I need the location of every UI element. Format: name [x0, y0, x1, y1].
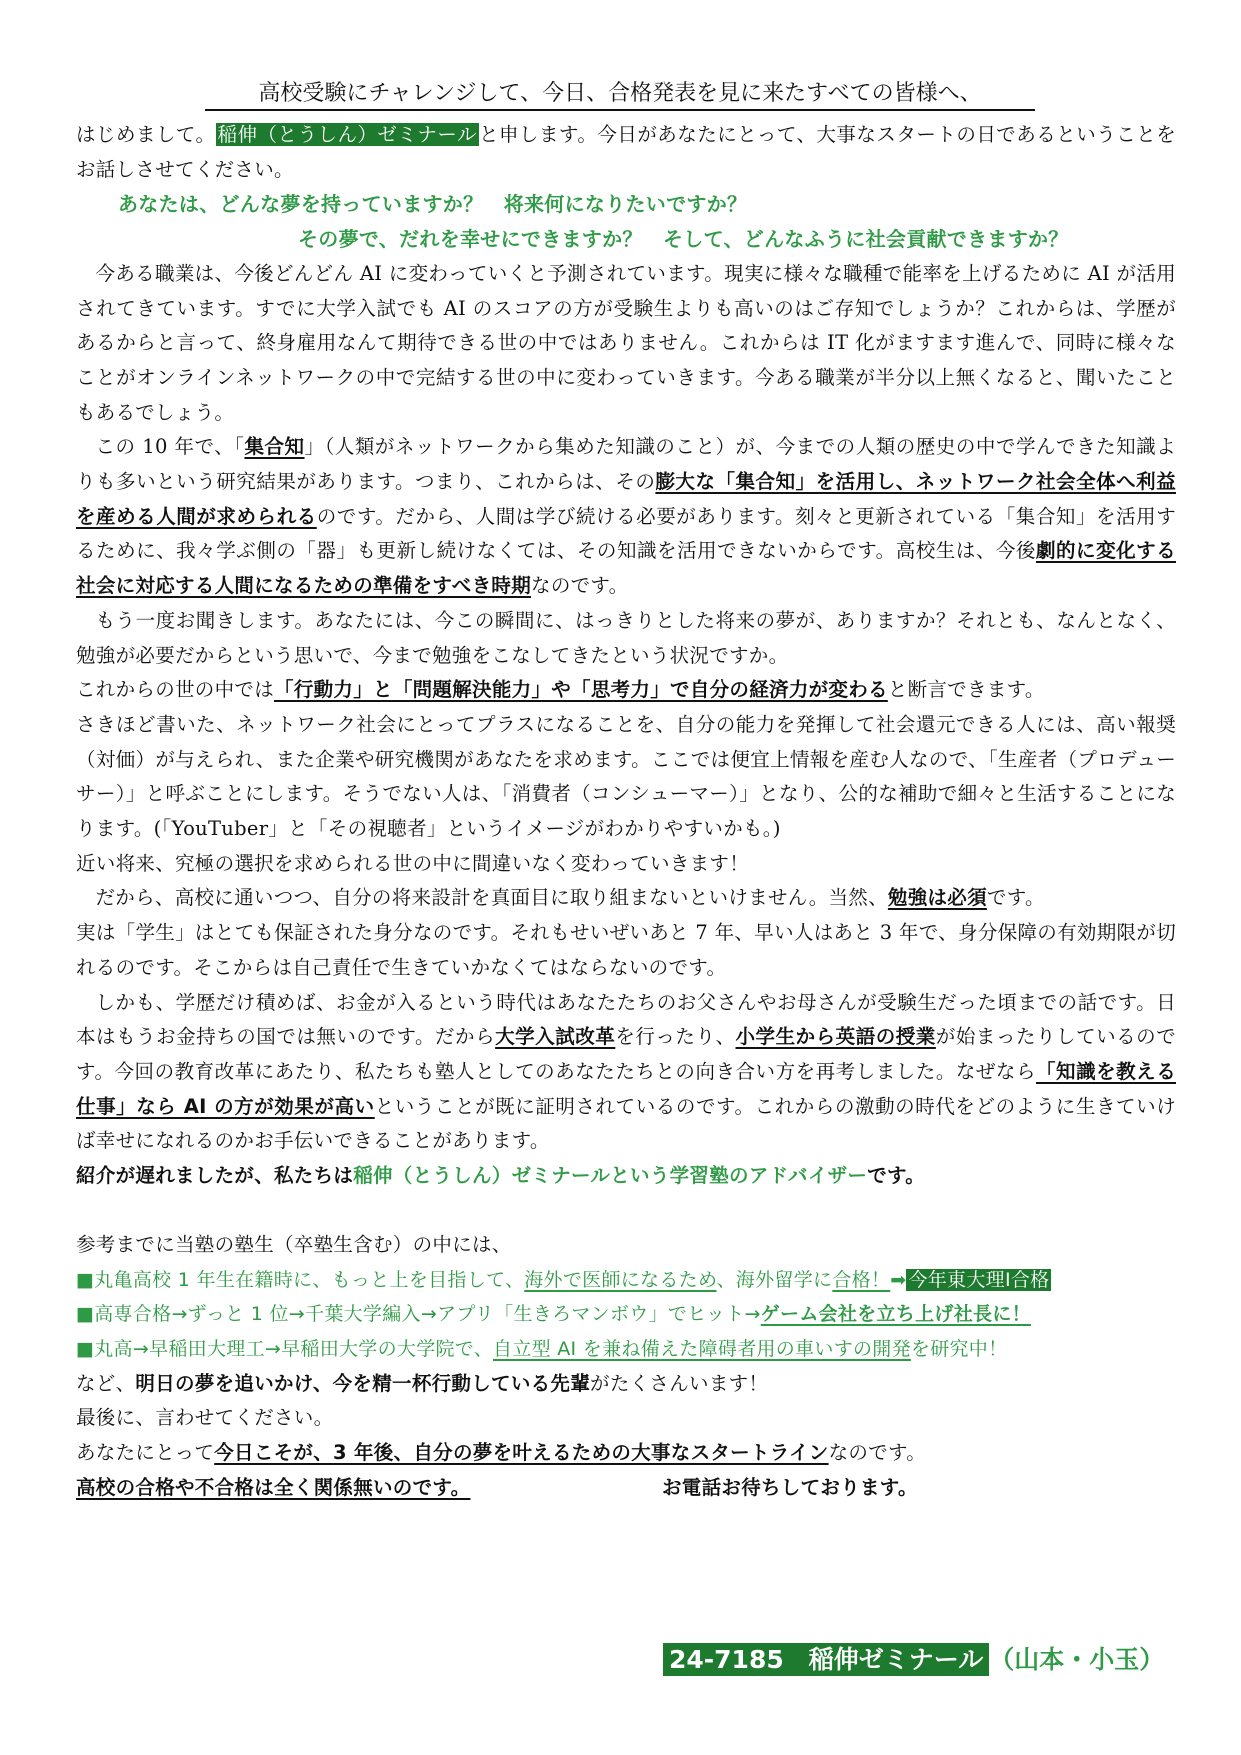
- text: なのです。: [828, 1441, 927, 1465]
- dream-question-paragraph: もう一度お聞きします。あなたには、今この瞬間に、はっきりとした将来の夢が、ありますか？それとも、なんとなく、勉強が必要だからという思いで、今まで勉強をこなしてきたという状況ですか。: [76, 608, 1176, 667]
- emphasis: ゲーム会社を立ち上げ社長に！: [760, 1303, 1031, 1326]
- abilities-paragraph: [76, 673, 1176, 708]
- reference-line: 参考までに当塾の塾生（卒塾生含む）の中には、: [76, 1232, 512, 1256]
- text: を行ったり、: [615, 1025, 736, 1049]
- collective-knowledge-paragraph: [76, 430, 1176, 604]
- text: のです。だから、人間は学び続ける必要があります。刻々と更新されている「集合知」を活用するために、我々学ぶ側の「器」も更新し続けなくては、その知識を活用できないからです。高校生は、今後: [76, 504, 1177, 563]
- emphasis: 「知識を教える仕事」なら AI の方が効果が高い: [76, 1059, 1176, 1118]
- emphasis: 勉強は必須: [887, 886, 987, 910]
- text: あなたにとって: [76, 1441, 215, 1465]
- page-title: 高校受験にチャレンジして、今日、合格発表を見に来たすべての皆様へ、: [205, 76, 1035, 111]
- text: なのです。: [531, 574, 629, 598]
- text: この 10 年で、「: [95, 435, 245, 459]
- emphasis: 大学入試改革: [495, 1025, 616, 1049]
- text: です。: [986, 886, 1045, 910]
- greeting-paragraph: [76, 118, 1176, 187]
- emphasis: 今日こそが、3 年後、自分の夢を叶えるための大事なスタートライン: [214, 1441, 829, 1465]
- pass-fail-statement: 高校の合格や不合格は全く関係無いのです。: [76, 1475, 471, 1499]
- text: 紹介が遅れましたが、私たちは: [76, 1164, 354, 1188]
- emphasis: 小学生から英語の授業: [735, 1025, 936, 1049]
- closing-line: 最後に、言わせてください。: [76, 1406, 334, 1430]
- achievement-item-3: [76, 1332, 1176, 1367]
- text: はじめまして。: [76, 123, 216, 146]
- text: と断言できます。: [887, 678, 1045, 702]
- text: ということが既に証明されているのです。これからの激動の時代をどのように生きていけば幸せになれるのかお手伝いできることがあります。: [76, 1094, 1176, 1153]
- producer-consumer-paragraph: さきほど書いた、ネットワーク社会にとってプラスになることを、自分の能力を発揮して社会還元できる人には、高い報奨（対価）が与えられ、また企業や研究機関があなたを求めます。ここでは便宜上情報を産む人なので、「生産者（プロデューサー）」と呼ぶことにします。そうでない人は、「消費者（コンシューマー）」となり、公的な補助で細々と生活することになります。(「YouTuber」と「その視聴者」というイメージがわかりやすいかも。): [76, 712, 1176, 841]
- text: しかも、学歴だけ積めば、お金が入るという時代はあなたたちのお父さんやお母さんが受験生だった頃までの話です。日本はもうお金持ちの国では無いのです。だから: [76, 990, 1176, 1049]
- study-paragraph: [76, 881, 1176, 916]
- call-invitation: お電話お待ちしております。: [662, 1475, 918, 1499]
- phone-number[interactable]: 24-7185 稲伸ゼミナール: [663, 1643, 989, 1676]
- achievement-item-2: [76, 1297, 1176, 1332]
- start-line: [76, 1436, 1176, 1471]
- text: これからの世の中では: [76, 678, 275, 702]
- school-role: 稲伸（とうしん）ゼミナールという学習塾のアドバイザー: [353, 1164, 868, 1188]
- arrow-icon: ➡: [890, 1268, 907, 1291]
- text: ■丸高→早稲田大理工→早稲田大学の大学院で、: [76, 1337, 494, 1360]
- emphasis: 明日の夢を追いかけ、今を精一杯行動している先輩: [135, 1371, 591, 1395]
- school-name-highlight: 稲伸（とうしん）ゼミナール: [217, 123, 477, 146]
- emphasis: 「行動力」と「問題解決能力」や「思考力」で自分の経済力が変わる: [274, 678, 888, 702]
- contact-info: [663, 1640, 1164, 1676]
- emphasis: 集合知: [244, 435, 305, 459]
- emphasis: 合格！: [832, 1268, 891, 1291]
- achievement-item-1: [76, 1263, 1176, 1298]
- text: だから、高校に通いつつ、自分の将来設計を真面目に取り組まないといけません。当然、: [95, 886, 888, 910]
- text: と申します。今日があなたにとって、大事なスタートの日であるということをお話しさせてください。: [76, 123, 1176, 181]
- emphasis: 自立型 AI を兼ね備えた障碍者用の車いすの開発: [493, 1337, 911, 1360]
- text: 、海外留学に: [716, 1268, 833, 1291]
- text: が始まったりしているのです。今回の教育改革にあたり、私たちも塾人としてのあなたたちとの向き合い方を再考しました。なぜなら: [76, 1025, 1176, 1083]
- text: 」（人類がネットワークから集めた知識のこと）が、今までの人類の歴史の中で学んできた知識よりも多いという研究結果があります。つまり、これからは、その: [76, 435, 1177, 494]
- education-reform-paragraph: [76, 986, 1176, 1160]
- student-status-paragraph: 実は「学生」はとても保証された身分なのです。それもせいぜいあと 7 年、早い人はあと 3 年で、身分保障の有効期限が切れるのです。そこからは自己責任で生きていかなくてはならないのです。: [76, 921, 1176, 979]
- question-line-2: その夢で、だれを幸せにできますか？ そして、どんなふうに社会貢献できますか？: [298, 227, 1069, 252]
- text: がたくさんいます！: [590, 1371, 769, 1395]
- spacer: [76, 1194, 1176, 1228]
- text: など、: [76, 1371, 136, 1395]
- seniors-line: [76, 1367, 1176, 1402]
- emphasis: 劇的に変化する社会に対応する人間になるための準備をすべき時期: [76, 539, 1176, 598]
- body-text: [76, 118, 1176, 1505]
- emphasis: 海外で医師になるため: [524, 1268, 717, 1291]
- ai-paragraph: 今ある職業は、今後どんどん AI に変わっていくと予測されています。現実に様々な職種で能率を上げるために AI が活用されてきています。すでに大学入試でも AI のスコアの方が受験生よりも高いのはご存知でしょうか？これからは、学歴があるからと言って、終身雇用なんて期待できる世の中ではありません。これからは IT 化がますます進んで、同時に様々なことがオンラインネットワークの中で完結する世の中に変わっていきます。今ある職業が半分以上無くなると、聞いたこともあるでしょう。: [76, 261, 1176, 424]
- result-highlight: 今年東大理Ⅰ合格: [908, 1268, 1050, 1291]
- question-line-1: あなたは、どんな夢を持っていますか？ 将来何になりたいですか？: [118, 192, 748, 217]
- staff-names: （山本・小玉）: [989, 1645, 1165, 1674]
- text: ■丸亀高校 1 年生在籍時に、もっと上を目指して、: [76, 1268, 525, 1291]
- introduction-line: [76, 1159, 1176, 1194]
- emphasis: 膨大な「集合知」を活用し、ネットワーク社会全体へ利益を産める人間が求められる: [76, 470, 1176, 528]
- final-row: [76, 1471, 1176, 1505]
- text: ■高専合格→ずっと 1 位→千葉大学編入→アプリ「生きろマンボウ」でヒット→: [76, 1303, 761, 1326]
- text: を研究中！: [910, 1337, 1008, 1360]
- future-choice-line: 近い将来、究極の選択を求められる世の中に間違いなく変わっていきます！: [76, 851, 750, 875]
- text: です。: [867, 1164, 926, 1188]
